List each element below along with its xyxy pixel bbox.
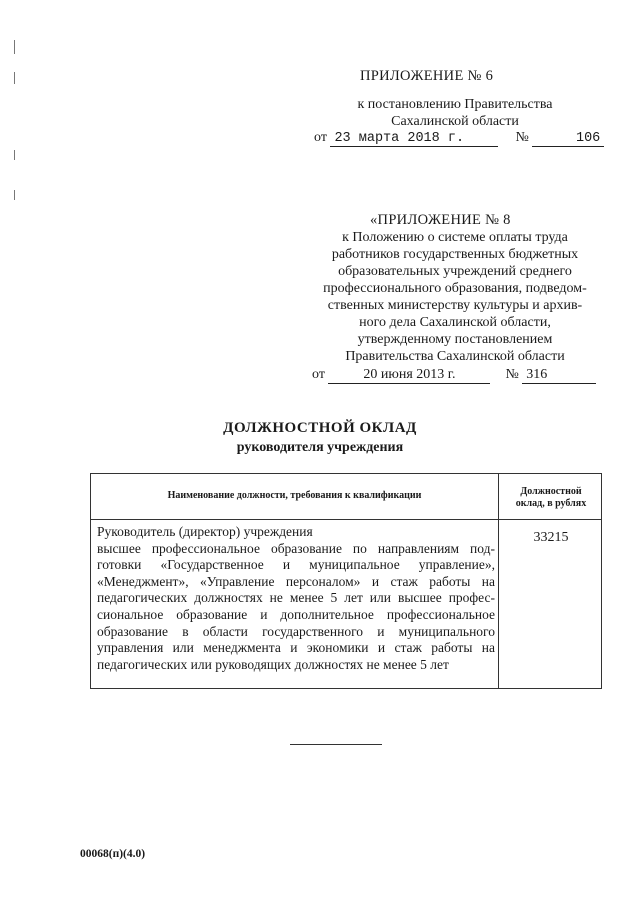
page-title: ДОЛЖНОСТНОЙ ОКЛАД [223,420,417,436]
margin-mark [14,150,15,160]
appendix6-line2: Сахалинской области [391,114,519,129]
description-line: Руководитель (директор) учреждения [97,524,313,539]
appendix6-no-label: № [515,130,529,145]
table-cell-description [97,524,495,673]
table-header-salary [499,486,603,510]
appendix8-line: к Положению о системе оплаты труда [342,230,568,245]
salary-table [90,473,602,689]
description-line: управления или менеджмента и экономики и стаж работы на [97,640,495,656]
appendix8-line: работников государственных бюджетных [331,247,579,262]
appendix6-dateline [314,130,614,152]
appendix8-no-label: № [505,367,519,382]
appendix6-number: 106 [532,131,604,147]
appendix8-line: утвержденному постановлением [357,332,553,347]
description-line: высшее профессиональное образование по направлениям под- [97,540,495,556]
margin-mark [14,190,15,200]
description-line: педагогических или руководящих должностях не менее 5 лет [97,656,449,672]
appendix6-from-label: от [314,130,327,145]
appendix8-from-label: от [312,367,325,382]
appendix8-line: ственных министерству культуры и архив- [327,298,583,313]
table-cell-salary: 33215 [533,530,569,545]
description-line: готовки «Государственное и муниципальное управление», [97,557,495,573]
table-header-divider [91,519,601,520]
table-header-salary-line1: Должностной [520,486,582,497]
description-line: «Менеджмент», «Управление персоналом» и стаж работы на [97,573,495,589]
table-header-salary-line2: оклад, в рублях [515,498,587,509]
description-line: образование в области государственного и муниципального [97,623,495,639]
appendix8-line: Правительства Сахалинской области [345,349,565,364]
description-line: сиональное образование и дополнительное профессиональное [97,606,495,622]
closing-rule [290,744,382,745]
appendix8-date: 20 июня 2013 г. [328,367,490,384]
appendix6-title: ПРИЛОЖЕНИЕ № 6 [360,68,494,84]
appendix6-line1: к постановлению Правительства [357,97,553,112]
margin-mark [14,72,15,84]
table-header-name: Наименование должности, требования к квалификации [167,490,422,501]
appendix8-line: профессионального образования, подведом- [323,281,587,296]
page-subtitle: руководителя учреждения [236,440,404,455]
appendix8-title: «ПРИЛОЖЕНИЕ № 8 [370,212,511,228]
appendix8-number: 316 [522,367,596,384]
appendix8-dateline [312,367,612,389]
description-line: педагогических должностях не менее 5 лет или высшее профес- [97,590,495,606]
footer-code: 00068(п)(4.0) [80,848,146,860]
appendix8-line: ного дела Сахалинской области, [359,315,551,330]
appendix6-date: 23 марта 2018 г. [330,131,498,147]
margin-mark [14,40,15,54]
appendix8-line: образовательных учреждений среднего [338,264,572,279]
